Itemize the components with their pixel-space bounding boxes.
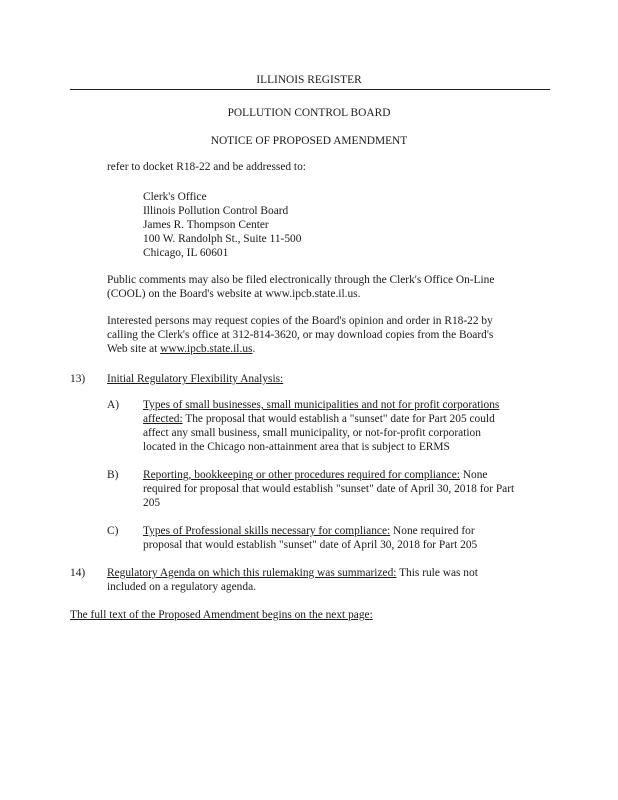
item-c-marker: C) — [107, 525, 119, 537]
address-line: Clerk's Office — [143, 191, 207, 203]
item-b-marker: B) — [107, 469, 119, 481]
section-14-text: This rule was not — [396, 567, 478, 579]
item-b-text: None — [459, 469, 488, 481]
item-a-line — [143, 412, 495, 426]
closing-line: The full text of the Proposed Amendment begins on the next page: — [70, 609, 373, 621]
board-title: POLLUTION CONTROL BOARD — [227, 107, 391, 119]
section-14-number: 14) — [70, 567, 86, 579]
header-divider — [70, 89, 550, 90]
intro-line: refer to docket R18-22 and be addressed to: — [107, 161, 306, 173]
item-b-text: 205 — [143, 497, 161, 509]
item-b-line — [143, 468, 487, 482]
section-14-line — [107, 566, 478, 580]
item-b-heading: Reporting, bookkeeping or other procedures required for compliance: — [143, 469, 460, 481]
text-span: . — [252, 343, 256, 355]
address-line: 100 W. Randolph St., Suite 11-500 — [143, 233, 302, 245]
text-span: Web site at — [107, 343, 161, 355]
item-b-text: required for proposal that would establish "sunset" date of April 30, 2018 for Part — [143, 483, 515, 495]
section-13-number: 13) — [70, 373, 86, 385]
notice-title: NOTICE OF PROPOSED AMENDMENT — [210, 135, 408, 147]
address-line: Illinois Pollution Control Board — [143, 205, 289, 217]
item-a-heading-end: affected: — [143, 413, 183, 425]
item-a-text: The proposal that would establish a "sunset" date for Part 205 could — [182, 413, 495, 425]
paragraph-line — [107, 342, 255, 356]
address-line: James R. Thompson Center — [143, 219, 269, 231]
item-a-text: located in the Chicago non-attainment area that is subject to ERMS — [143, 441, 450, 453]
item-c-text: proposal that would establish "sunset" date of April 30, 2018 for Part 205 — [143, 539, 478, 551]
item-a-heading: Types of small businesses, small municipalities and not for profit corporations — [143, 399, 500, 411]
website-link[interactable]: www.ipcb.state.il.us — [160, 343, 253, 355]
paragraph-line: (COOL) on the Board's website at www.ipcb.state.il.us. — [107, 288, 361, 300]
item-c-text: None required for — [390, 525, 475, 537]
paragraph-line: Public comments may also be filed electronically through the Clerk's Office On-Line — [107, 274, 495, 286]
paragraph-line: Interested persons may request copies of the Board's opinion and order in R18-22 by — [107, 315, 493, 327]
item-c-heading: Types of Professional skills necessary for compliance: — [143, 525, 391, 537]
address-line: Chicago, IL 60601 — [143, 247, 229, 259]
item-a-text: affect any small business, small municipality, or not-for-profit corporation — [143, 427, 481, 439]
section-13-title: Initial Regulatory Flexibility Analysis: — [107, 373, 284, 385]
item-a-marker: A) — [107, 399, 120, 411]
section-14-text: included on a regulatory agenda. — [107, 581, 256, 593]
section-14-title: Regulatory Agenda on which this rulemaking was summarized: — [107, 567, 397, 579]
paragraph-line: calling the Clerk's office at 312-814-3620, or may download copies from the Board's — [107, 329, 494, 341]
item-c-line — [143, 524, 475, 538]
register-title: ILLINOIS REGISTER — [256, 74, 362, 86]
